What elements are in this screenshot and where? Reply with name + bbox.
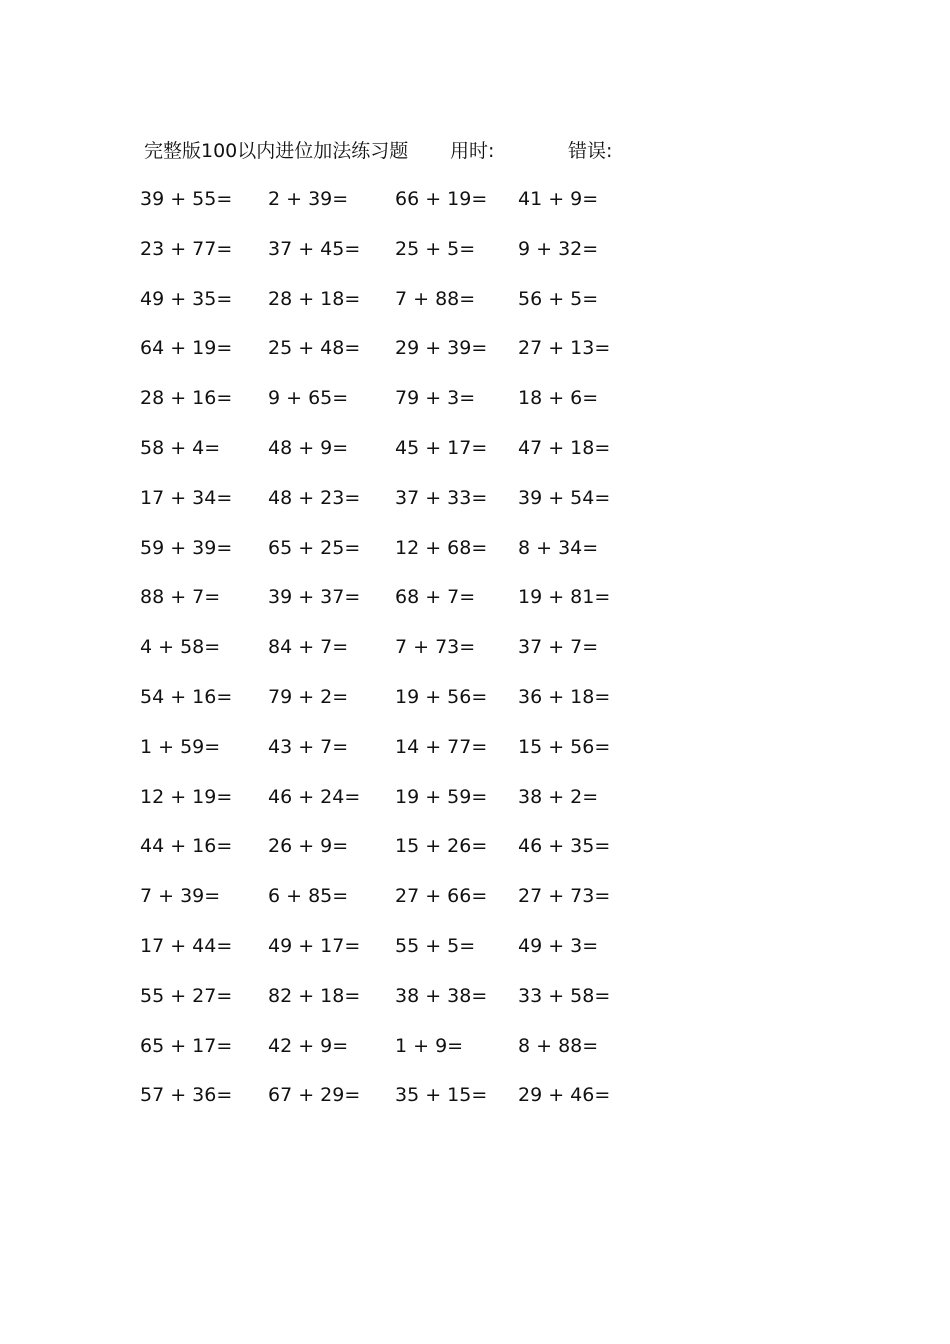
problem-item: 39 + 55= <box>140 188 233 210</box>
problem-item: 66 + 19= <box>395 188 488 210</box>
problem-item: 36 + 18= <box>518 685 611 708</box>
worksheet-header <box>0 137 950 165</box>
problem-item: 55 + 5= <box>395 934 476 957</box>
problem-item: 47 + 18= <box>518 436 611 459</box>
problem-item: 88 + 7= <box>140 586 221 609</box>
problem-item: 18 + 6= <box>518 387 599 410</box>
problem-item: 29 + 46= <box>518 1084 611 1107</box>
problem-item: 37 + 7= <box>518 636 599 659</box>
problem-item: 8 + 88= <box>518 1034 599 1057</box>
problem-grid <box>0 185 950 1131</box>
problem-item: 17 + 44= <box>140 934 233 957</box>
worksheet-title: 完整版100以内进位加法练习题 <box>144 140 409 162</box>
problem-item: 82 + 18= <box>268 984 361 1007</box>
problem-item: 33 + 58= <box>518 984 611 1007</box>
problem-item: 12 + 68= <box>395 536 488 559</box>
problem-item: 35 + 15= <box>395 1084 488 1107</box>
problem-item: 14 + 77= <box>395 735 488 758</box>
problem-row <box>0 683 950 733</box>
errors-label: 错误: <box>568 140 613 162</box>
problem-row <box>0 932 950 982</box>
problem-item: 65 + 17= <box>140 1034 233 1057</box>
problem-item: 39 + 37= <box>268 586 361 609</box>
problem-item: 48 + 9= <box>268 436 349 459</box>
problem-item: 39 + 54= <box>518 486 611 509</box>
problem-item: 19 + 81= <box>518 586 611 609</box>
problem-row <box>0 982 950 1032</box>
problem-row <box>0 1081 950 1131</box>
problem-row <box>0 384 950 434</box>
problem-item: 15 + 26= <box>395 835 488 858</box>
problem-item: 49 + 17= <box>268 934 361 957</box>
problem-row <box>0 832 950 882</box>
problem-item: 7 + 73= <box>395 636 476 659</box>
problem-item: 67 + 29= <box>268 1084 361 1107</box>
problem-item: 37 + 33= <box>395 486 488 509</box>
problem-row <box>0 434 950 484</box>
problem-item: 29 + 39= <box>395 337 488 360</box>
problem-item: 49 + 35= <box>140 287 233 310</box>
problem-row <box>0 185 950 235</box>
problem-item: 27 + 13= <box>518 337 611 360</box>
problem-item: 19 + 56= <box>395 685 488 708</box>
problem-row <box>0 733 950 783</box>
problem-row <box>0 235 950 285</box>
problem-item: 38 + 2= <box>518 785 599 808</box>
problem-item: 68 + 7= <box>395 586 476 609</box>
problem-item: 9 + 65= <box>268 387 349 410</box>
problem-item: 42 + 9= <box>268 1034 349 1057</box>
problem-item: 9 + 32= <box>518 237 599 260</box>
problem-item: 65 + 25= <box>268 536 361 559</box>
problem-row <box>0 633 950 683</box>
problem-item: 4 + 58= <box>140 636 221 659</box>
problem-item: 8 + 34= <box>518 536 599 559</box>
problem-item: 19 + 59= <box>395 785 488 808</box>
problem-row <box>0 783 950 833</box>
problem-item: 43 + 7= <box>268 735 349 758</box>
problem-item: 6 + 85= <box>268 885 349 908</box>
problem-item: 45 + 17= <box>395 436 488 459</box>
problem-item: 38 + 38= <box>395 984 488 1007</box>
problem-item: 1 + 59= <box>140 735 221 758</box>
problem-item: 25 + 5= <box>395 237 476 260</box>
problem-item: 15 + 56= <box>518 735 611 758</box>
problem-item: 59 + 39= <box>140 536 233 559</box>
problem-item: 84 + 7= <box>268 636 349 659</box>
problem-row <box>0 583 950 633</box>
time-label: 用时: <box>450 140 495 162</box>
problem-item: 56 + 5= <box>518 287 599 310</box>
problem-row <box>0 882 950 932</box>
problem-item: 12 + 19= <box>140 785 233 808</box>
problem-item: 26 + 9= <box>268 835 349 858</box>
problem-item: 27 + 66= <box>395 885 488 908</box>
problem-item: 54 + 16= <box>140 685 233 708</box>
problem-item: 28 + 18= <box>268 287 361 310</box>
problem-row <box>0 484 950 534</box>
problem-item: 79 + 3= <box>395 387 476 410</box>
problem-item: 27 + 73= <box>518 885 611 908</box>
problem-item: 37 + 45= <box>268 237 361 260</box>
problem-item: 28 + 16= <box>140 387 233 410</box>
problem-item: 44 + 16= <box>140 835 233 858</box>
problem-item: 41 + 9= <box>518 188 599 210</box>
problem-row <box>0 534 950 584</box>
problem-item: 17 + 34= <box>140 486 233 509</box>
problem-item: 58 + 4= <box>140 436 221 459</box>
problem-item: 55 + 27= <box>140 984 233 1007</box>
problem-item: 1 + 9= <box>395 1034 464 1057</box>
problem-row <box>0 334 950 384</box>
problem-item: 48 + 23= <box>268 486 361 509</box>
problem-item: 2 + 39= <box>268 188 349 210</box>
problem-item: 79 + 2= <box>268 685 349 708</box>
problem-item: 46 + 24= <box>268 785 361 808</box>
problem-item: 64 + 19= <box>140 337 233 360</box>
problem-item: 25 + 48= <box>268 337 361 360</box>
problem-item: 7 + 88= <box>395 287 476 310</box>
problem-row <box>0 285 950 335</box>
problem-item: 57 + 36= <box>140 1084 233 1107</box>
problem-item: 7 + 39= <box>140 885 221 908</box>
problem-item: 23 + 77= <box>140 237 233 260</box>
problem-item: 46 + 35= <box>518 835 611 858</box>
problem-item: 49 + 3= <box>518 934 599 957</box>
problem-row <box>0 1032 950 1082</box>
